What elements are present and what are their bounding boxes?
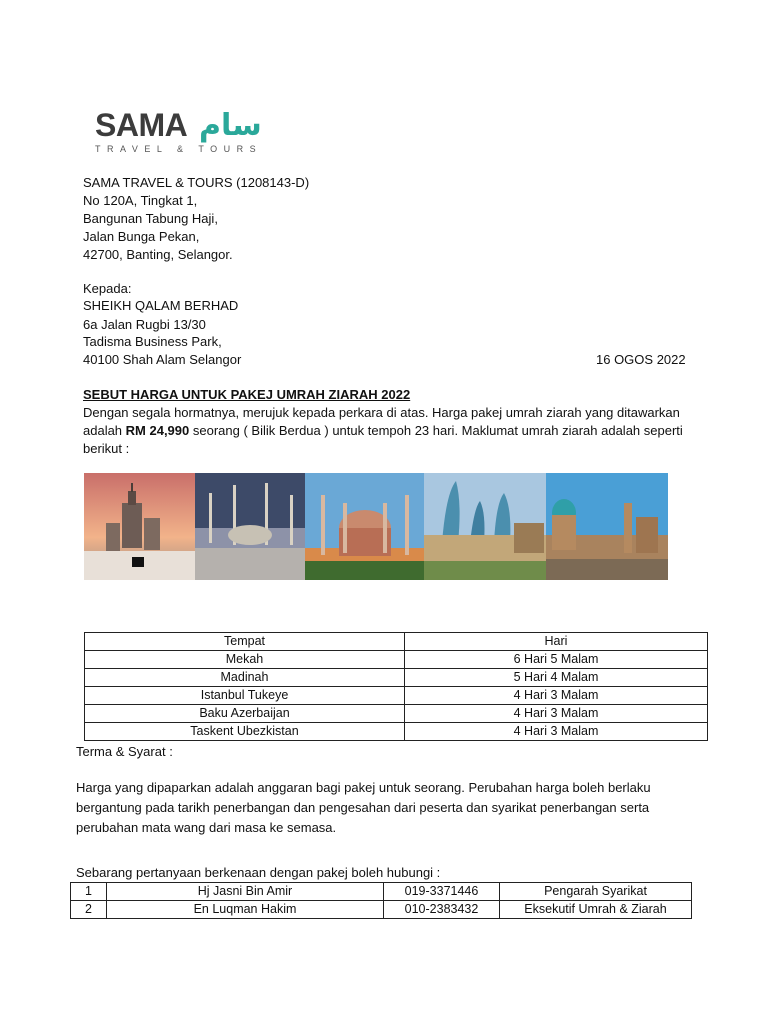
contact-table — [70, 882, 692, 919]
baku-photo — [424, 473, 546, 580]
table-row — [85, 723, 708, 741]
sender-line: No 120A, Tingkat 1, — [83, 193, 198, 208]
place-cell: Madinah — [85, 669, 405, 687]
header-days: Hari — [405, 633, 708, 651]
istanbul-photo — [305, 473, 424, 580]
contact-name: Hj Jasni Bin Amir — [107, 883, 384, 901]
table-row — [71, 901, 692, 919]
recipient-line: Tadisma Business Park, — [83, 334, 222, 349]
subject-heading: SEBUT HARGA UNTUK PAKEJ UMRAH ZIARAH 2022 — [83, 387, 411, 402]
place-cell: Taskent Ubezkistan — [85, 723, 405, 741]
recipient-line: 40100 Shah Alam Selangor — [83, 352, 242, 367]
table-row — [71, 883, 692, 901]
days-cell: 4 Hari 3 Malam — [405, 723, 708, 741]
contact-number: 1 — [71, 883, 107, 901]
intro-text-end: seorang ( Bilik Berdua ) untuk tempoh 23 hari. Maklumat umrah ziarah adalah seperti berikut : — [83, 423, 683, 456]
logo-arabic-text: سام — [199, 108, 262, 143]
sender-line: 42700, Banting, Selangor. — [83, 247, 233, 262]
logo-tagline: TRAVEL & TOURS — [95, 144, 263, 154]
terms-body: Harga yang dipaparkan adalah anggaran bagi pakej untuk seorang. Perubahan harga boleh berlaku bergantung pada tarikh penerbangan dan pengesahan dari peserta dan syarikat penerbangan serta perubahan mata wang dari masa ke semasa. — [76, 780, 651, 835]
table-row — [85, 651, 708, 669]
intro-paragraph — [83, 404, 683, 458]
table-row — [85, 705, 708, 723]
tashkent-photo — [546, 473, 668, 580]
recipient-line: 6a Jalan Rugbi 13/30 — [83, 317, 206, 332]
contact-name: En Luqman Hakim — [107, 901, 384, 919]
place-cell: Istanbul Tukeye — [85, 687, 405, 705]
days-cell: 4 Hari 3 Malam — [405, 687, 708, 705]
table-header-row — [85, 633, 708, 651]
contact-role: Eksekutif Umrah & Ziarah — [500, 901, 692, 919]
table-row — [85, 669, 708, 687]
company-logo — [95, 108, 285, 158]
intro-text: Dengan segala hormatnya, merujuk kepada perkara di atas. Harga pakej umrah ziarah yang ditawarkan adalah — [83, 405, 680, 438]
package-price: RM 24,990 — [125, 423, 190, 438]
mecca-photo — [84, 473, 195, 580]
days-cell: 6 Hari 5 Malam — [405, 651, 708, 669]
sender-line: SAMA TRAVEL & TOURS (1208143-D) — [83, 175, 310, 190]
header-place: Tempat — [85, 633, 405, 651]
sender-line: Bangunan Tabung Haji, — [83, 211, 218, 226]
letter-date: 16 OGOS 2022 — [596, 352, 686, 367]
destination-photo-strip — [84, 473, 668, 580]
place-cell: Mekah — [85, 651, 405, 669]
days-cell: 5 Hari 4 Malam — [405, 669, 708, 687]
days-cell: 4 Hari 3 Malam — [405, 705, 708, 723]
sender-line: Jalan Bunga Pekan, — [83, 229, 200, 244]
contact-phone: 019-3371446 — [384, 883, 500, 901]
medina-photo — [195, 473, 305, 580]
contact-role: Pengarah Syarikat — [500, 883, 692, 901]
recipient-label: Kepada: — [83, 281, 132, 296]
place-cell: Baku Azerbaijan — [85, 705, 405, 723]
logo-brand-text: SAMA — [95, 107, 188, 143]
table-row — [85, 687, 708, 705]
contact-phone: 010-2383432 — [384, 901, 500, 919]
recipient-line: SHEIKH QALAM BERHAD — [83, 298, 239, 313]
terms-title: Terma & Syarat : — [76, 744, 173, 759]
itinerary-table — [84, 632, 708, 741]
contact-intro: Sebarang pertanyaan berkenaan dengan pakej boleh hubungi : — [76, 865, 441, 880]
contact-number: 2 — [71, 901, 107, 919]
